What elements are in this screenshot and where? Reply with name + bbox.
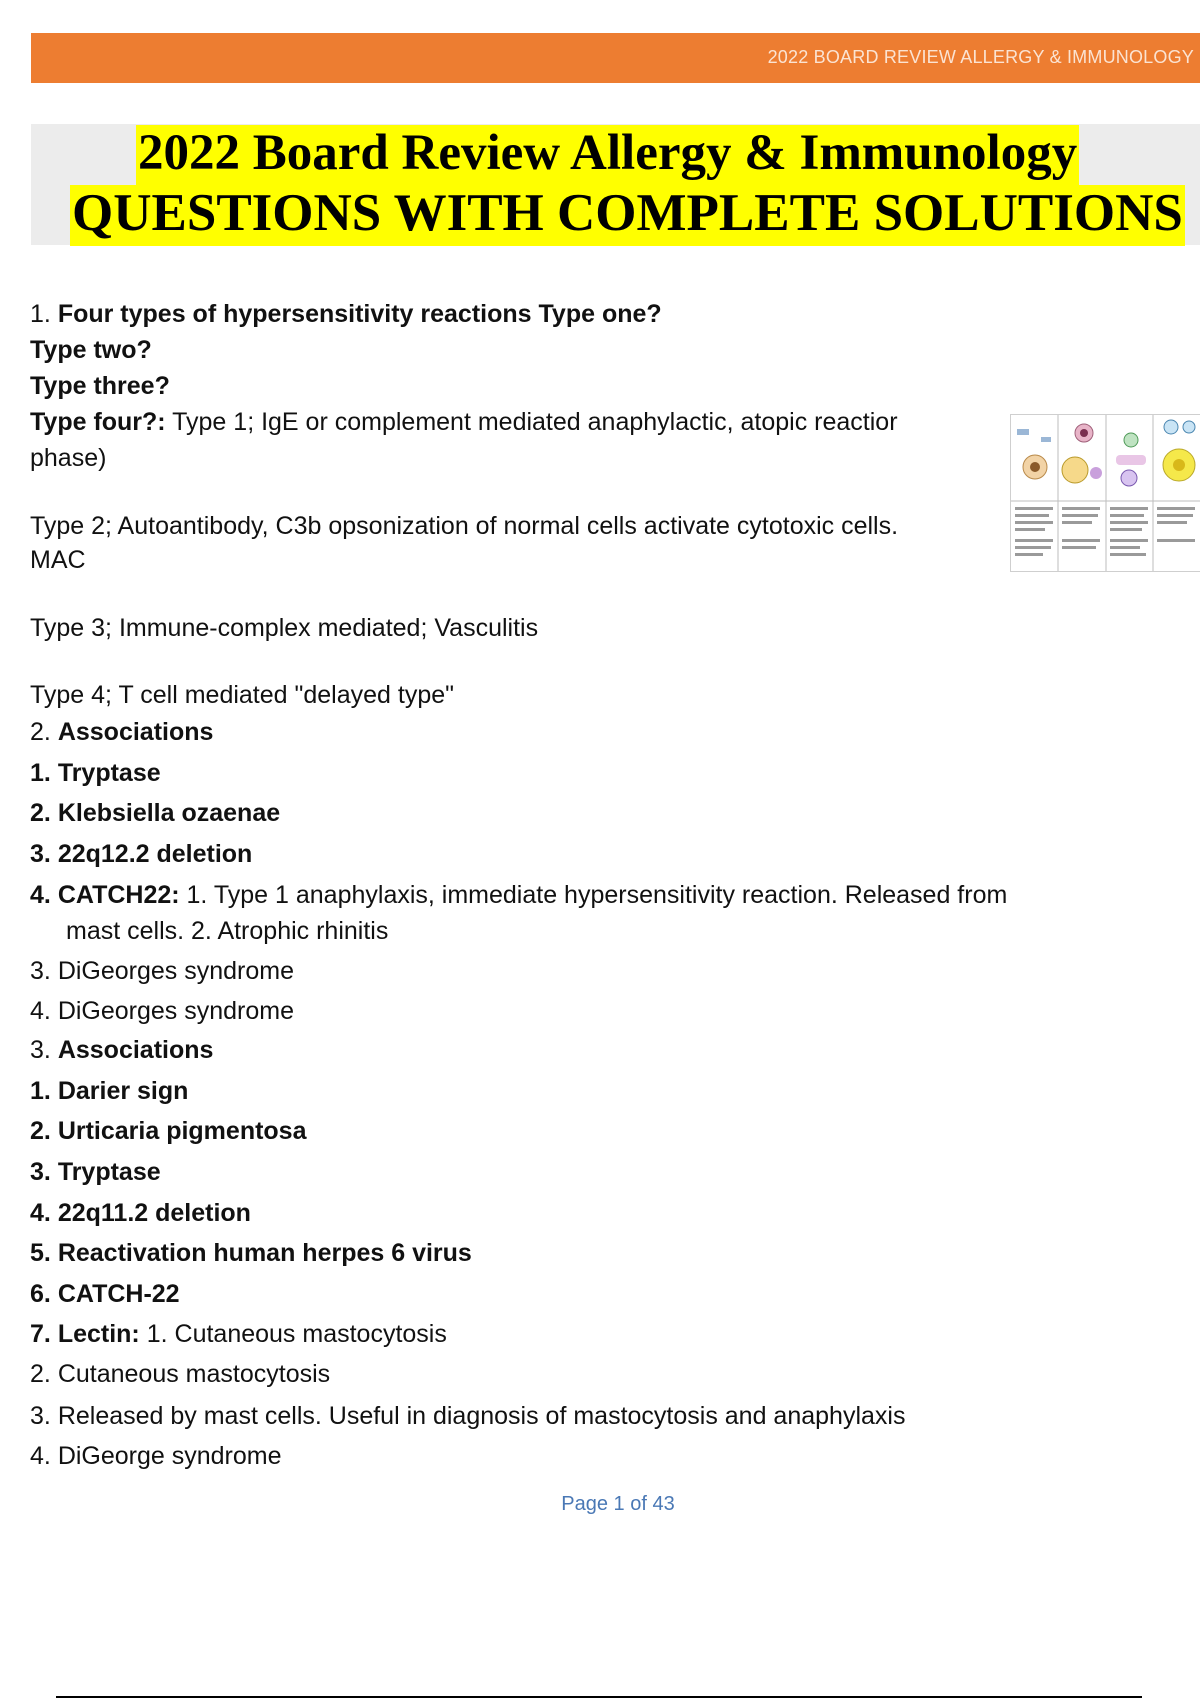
list-number: 3. — [30, 1158, 51, 1186]
question-3-number: 3. — [30, 1036, 51, 1064]
question-1-number: 1. — [30, 300, 51, 328]
question-2-answer: 1. Type 1 anaphylaxis, immediate hypersensitivity reaction. Released from — [186, 881, 1008, 909]
question-3-item — [30, 1237, 472, 1271]
list-number: 2. — [30, 1117, 51, 1145]
list-number: 3. — [30, 840, 51, 868]
answer-type-3-text: Type 3; Immune-complex mediated; Vasculitis — [30, 614, 539, 642]
question-3-heading — [30, 1034, 213, 1068]
list-number: 4. — [30, 1442, 51, 1470]
hypersensitivity-diagram-image — [1010, 414, 1200, 572]
question-2-answer-continued: mast cells. 2. Atrophic rhinitis — [66, 917, 389, 945]
hypersensitivity-diagram-graphic — [1011, 415, 1200, 571]
answer-type-2-text: Type 2; Autoantibody, C3b opsonization of normal cells activate cytotoxic cells. — [30, 512, 899, 540]
list-item-text: Urticaria pigmentosa — [57, 1117, 307, 1145]
list-item-text: Tryptase — [57, 1158, 161, 1186]
answer-type-2-continued: MAC — [30, 546, 86, 574]
list-number: 6. — [30, 1280, 51, 1308]
page-number: Page 1 of 43 — [561, 1493, 675, 1515]
list-item-text: DiGeorges syndrome — [57, 997, 295, 1025]
question-3-answer-item — [30, 1400, 905, 1434]
question-2-title: Associations — [57, 718, 214, 746]
list-number: 2. — [30, 1360, 51, 1388]
question-1-type-four-label: Type four?: — [30, 408, 166, 436]
list-item-text: Cutaneous mastocytosis — [57, 1360, 331, 1388]
list-number: 3. — [30, 957, 51, 985]
question-3-item — [30, 1075, 188, 1109]
list-number: 4. — [30, 881, 51, 909]
question-3-item — [30, 1197, 251, 1231]
list-item-text: 22q11.2 deletion — [57, 1199, 251, 1227]
list-number: 3. — [30, 1402, 51, 1430]
question-3-answer-item — [30, 1358, 330, 1392]
question-2-item — [30, 757, 161, 791]
document-title-line-1: 2022 Board Review Allergy & Immunology — [136, 125, 1079, 185]
list-number: 5. — [30, 1239, 51, 1267]
list-item-text: DiGeorges syndrome — [57, 957, 295, 985]
question-2-answer-item — [30, 995, 294, 1029]
list-item-text: 22q12.2 deletion — [57, 840, 253, 868]
list-item-text: CATCH22: — [57, 881, 180, 909]
answer-type-4-text: Type 4; T cell mediated "delayed type" — [30, 681, 455, 709]
list-number: 7. — [30, 1320, 51, 1348]
running-header-title: 2022 BOARD REVIEW ALLERGY & IMMUNOLOGY — [767, 47, 1194, 67]
list-item-text: Released by mast cells. Useful in diagnosis of mastocytosis and anaphylaxis — [57, 1402, 906, 1430]
list-item-text: Tryptase — [57, 759, 161, 787]
list-item-text: Klebsiella ozaenae — [57, 799, 281, 827]
document-title-line-2: QUESTIONS WITH COMPLETE SOLUTIONS — [70, 185, 1185, 246]
question-2-heading — [30, 716, 213, 750]
question-3-item — [30, 1156, 161, 1190]
list-item-text: Darier sign — [57, 1077, 189, 1105]
question-3-title: Associations — [57, 1036, 214, 1064]
question-2-item — [30, 797, 280, 831]
question-2-number: 2. — [30, 718, 51, 746]
list-item-text: Lectin: — [57, 1320, 140, 1348]
question-3-item — [30, 1115, 307, 1149]
question-2-item — [30, 838, 252, 872]
question-2-answer-item — [30, 955, 294, 989]
list-number: 1. — [30, 1077, 51, 1105]
footer-divider — [56, 1696, 1142, 1698]
answer-type-1-text: Type 1; IgE or complement mediated anaphylactic, atopic reactior — [172, 408, 898, 436]
running-header-bar — [31, 33, 1200, 83]
list-number: 4. — [30, 1199, 51, 1227]
list-item-text: Reactivation human herpes 6 virus — [57, 1239, 472, 1267]
list-number: 2. — [30, 799, 51, 827]
question-2-item — [30, 879, 1007, 913]
question-3-answer: 1. Cutaneous mastocytosis — [146, 1320, 447, 1348]
list-item-text: CATCH-22 — [57, 1280, 180, 1308]
list-number: 1. — [30, 759, 51, 787]
question-1-line-1 — [30, 298, 662, 332]
question-3-item — [30, 1318, 447, 1352]
list-item-text: DiGeorge syndrome — [57, 1442, 282, 1470]
list-number: 4. — [30, 997, 51, 1025]
question-3-item — [30, 1278, 180, 1312]
answer-type-1-continued: phase) — [30, 444, 107, 472]
question-1-line-3: Type three? — [30, 372, 170, 400]
question-1-line-2: Type two? — [30, 336, 152, 364]
question-1-line-4 — [30, 406, 898, 440]
question-3-answer-item — [30, 1440, 282, 1474]
question-1-text: Four types of hypersensitivity reactions Type one? — [57, 300, 662, 328]
